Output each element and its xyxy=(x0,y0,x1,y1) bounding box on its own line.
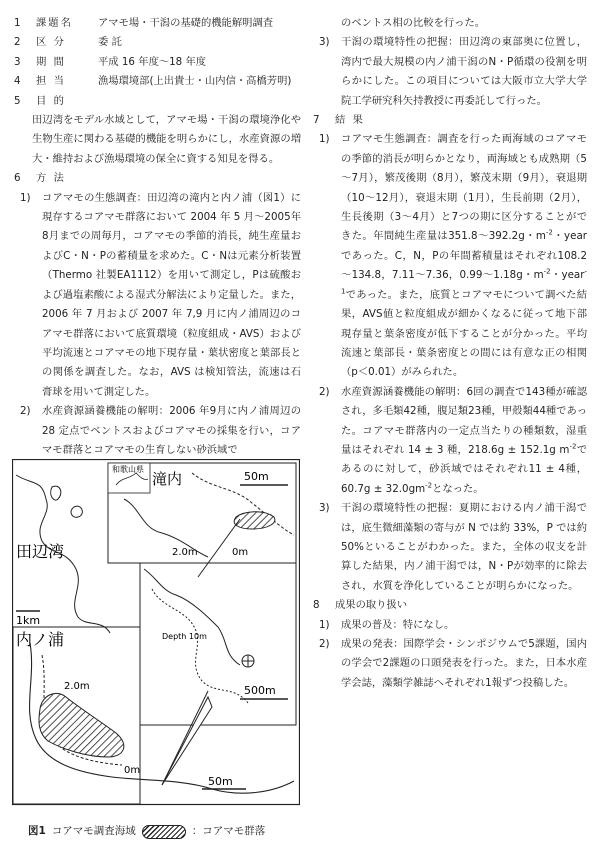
method-item-2: 2) 水産資源涵養機能の解明：2006 年9月に内ノ浦周辺の 28 定点でベントスおよびコアマモの採集を行い，コアマモ群落とコアマモの生育しない砂浜域で xyxy=(20,405,301,456)
header-row xyxy=(14,33,301,52)
label-2m-top: 2.0m xyxy=(172,547,198,558)
header-value: 平成 16 年度～18 年度 xyxy=(98,55,207,68)
header-row xyxy=(14,92,301,111)
header-label: 期 間 xyxy=(36,55,66,68)
handling-item-2: 2) 成果の発表：国際学会・シンポジウムで5課題，国内の学会で2課題の口頭発表を行った。また，日本水産学会誌，藻類学雑誌へそれぞれ1報ずつ投稿した。 xyxy=(319,638,587,689)
handling-item-1: 1) 成果の普及：特になし。 xyxy=(319,618,455,631)
result-item-3: 3) 干潟の環境特性の把握：夏期における内ノ浦干潟では，底生微細藻類の寄与が N では約 33%，P では約50%といることがわかった。また，全体の収支を計算した結果，内ノ浦干潟では，N・Pが効率的に除去され，水質を浄化していることが明らかになった。 xyxy=(319,502,587,592)
caption-title: コアマモ調査海域 xyxy=(51,825,136,837)
label-depth: Depth 10m xyxy=(162,632,207,641)
label-0m-low: 0m xyxy=(124,765,141,776)
survey-area-map xyxy=(12,459,300,815)
results-heading: 7 結 果 xyxy=(313,114,365,127)
header-label: 担 当 xyxy=(36,75,66,88)
result-item-1: 1) コアマモ生態調査：調査を行った両海域のコアマモの季節的消長が明らかとなり，両海域とも成熟期（5～7月），繁茂後期（8月），繁茂末期（9月），衰退期（10～12月），衰退末期（1月），生長前期（2月），生長後期（3～4月）と7つの期に区分することができた。年間純生産量は351.8～392.2g・$m^{-2}$・year であった。C，N，Pの年間蓄積量はそれぞれ108.2～134.8，7.11～7.36，0.99～1.18g・$m^{-2}$・year$^{-1}$であった。また，底質とコアマモについて調べた結果，AVS値と粒度組成が細かくなるに従って地下部現存量と葉条密度が低下することが分かった。平均流速と葉部長・葉条密度との間には有意な正の相関（p＜0.01）がみられた。 xyxy=(319,133,587,379)
label-takiuchi: 滝内 xyxy=(152,470,183,488)
label-0m-top: 0m xyxy=(232,547,249,558)
eelgrass-legend-swatch xyxy=(142,825,186,839)
header-number: 2 xyxy=(14,36,21,49)
header-row xyxy=(14,72,301,91)
method-item-2-continued: のベントス相の比較を行った。 xyxy=(341,17,486,29)
method-item-3: 3) 干潟の環境特性の把握：田辺湾の東部奥に位置し，湾内で最大規模の内ノ浦干潟のN・P循環の役割を明らかにした。この項目については大阪市立大学大学院工学研究科矢持教授に再委託して行った。 xyxy=(319,36,587,107)
caption-figure-number: 図1 xyxy=(28,825,46,837)
header-label: 目 的 xyxy=(36,94,66,107)
header-value: 漁場環境部(上出貴士・山内信・高橋芳明) xyxy=(98,75,292,88)
label-50m-bottom: 50m xyxy=(208,775,233,788)
purpose-text: 田辺湾をモデル水域として，アマモ場・干潟の環境浄化や生物生産に関わる基礎的機能を明らかにし，水産資源の増大・維持および漁場環境の保全に資する知見を得る。 xyxy=(32,114,301,165)
header-number: 3 xyxy=(14,55,21,68)
handling-heading: 8 成果の取り扱い xyxy=(313,599,408,612)
label-2m-low: 2.0m xyxy=(64,681,90,692)
header-value: 委 託 xyxy=(98,36,122,49)
method-heading: 6 方 法 xyxy=(14,172,66,185)
method-item-1: 1) コアマモの生態調査：田辺湾の滝内と内ノ浦（図1）に現存するコアマモ群落において 2004 年 5 月～2005年8月までの周毎月，コアマモの季節的消長，純生産量およびC・N・Pの蓄積量を求めた。C・Nは元素分析装置（Thermo 社製EA1112）を用いて測定し，Pは硫酸および過塩素酸による湿式分解法により定量した。また，2006 年 7 月および 2007 年 7,9 月に内ノ浦周辺のコアマモ群落において底質環境（粒度組成・AVS）および平均流速とコアマモの地下現存量・葉状密度と葉部長との関係を調査した。なお，AVS は検知管法，流速は石膏球を用いて測定した。 xyxy=(20,191,301,398)
label-uchinoura: 内ノ浦 xyxy=(16,630,65,649)
label-50m-top: 50m xyxy=(244,470,269,483)
figure-caption xyxy=(28,822,265,841)
label-500m: 500m xyxy=(244,684,276,697)
result-item-2: 2) 水産資源涵養機能の解明：6回の調査で143種が確認され，多毛類42種，腹足類23種，甲殻類44種であった。コアマモ群落内の一定点当たりの種類数，湿重量はそれぞれ 14 ± 3 種，218.6g ± 152.1g $m^{-2}$であるのに対して，砂浜域ではそれぞれ11 ± 4種，$60.7g \pm 32.0gm^{-2}$となった。 xyxy=(319,385,587,495)
header-number: 4 xyxy=(14,75,21,88)
label-wakayama: 和歌山県 xyxy=(112,465,144,474)
header-value: アマモ場・干潟の基礎的機能解明調査 xyxy=(98,17,274,29)
header-number: 1 xyxy=(14,17,21,29)
caption-legend: ：コアマモ群落 xyxy=(191,825,266,837)
header-row xyxy=(14,14,301,33)
header-number: 5 xyxy=(14,94,21,107)
header-label: 区 分 xyxy=(36,36,66,49)
label-tanabe: 田辺湾 xyxy=(16,542,65,561)
label-1km: 1km xyxy=(16,614,41,627)
right-column xyxy=(313,14,587,693)
left-column xyxy=(14,14,301,460)
header-row xyxy=(14,53,301,72)
header-label: 課題名 xyxy=(36,17,73,29)
eelgrass-bed-takiuchi xyxy=(234,512,275,529)
